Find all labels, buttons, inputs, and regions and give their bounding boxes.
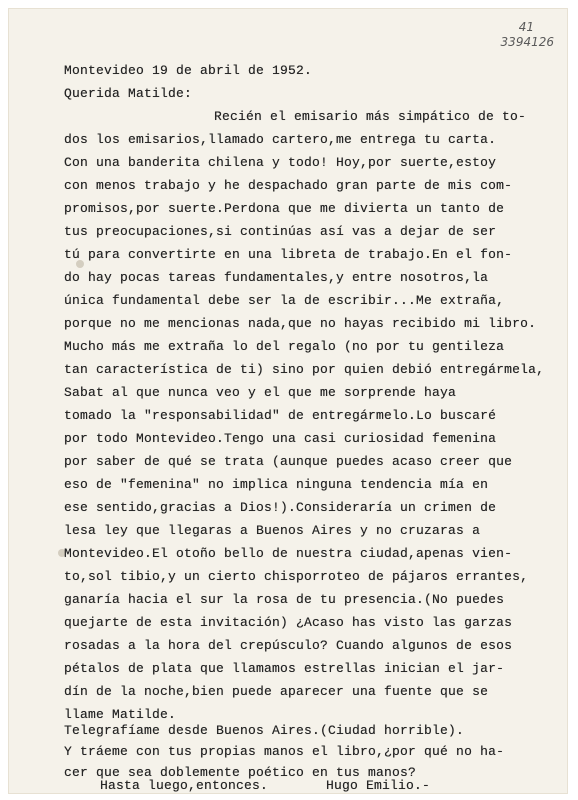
letter-signature: Hugo Emilio.-: [326, 778, 431, 793]
letter-line: quejarte de esta invitación) ¿Acaso has visto las garzas: [64, 615, 513, 630]
letter-postscript-line: Y tráeme con tus propias manos el libro,¿por qué no ha-: [64, 744, 505, 759]
letter-line: pétalos de plata que llamamos estrellas inician el jar-: [64, 661, 505, 676]
archive-number: 3394126: [500, 35, 554, 49]
letter-line: porque no me mencionas nada,que no hayas recibido mi libro.: [64, 316, 537, 331]
letter-line: Mucho más me extraña lo del regalo (no por tu gentileza: [64, 339, 505, 354]
archive-reference: [501, 20, 554, 50]
letter-line: por saber de qué se trata (aunque puedes acaso creer que: [64, 454, 513, 469]
letter-page: [8, 8, 568, 794]
letter-line: tus preocupaciones,si continúas así vas a dejar de ser: [64, 224, 497, 239]
letter-line: llame Matilde.: [64, 707, 177, 722]
letter-line: promisos,por suerte.Perdona que me divierta un tanto de: [64, 201, 505, 216]
letter-line: do hay pocas tareas fundamentales,y entre nosotros,la: [64, 270, 489, 285]
letter-line: ganaría hacia el sur la rosa de tu presencia.(No puedes: [64, 592, 505, 607]
letter-line: dos los emisarios,llamado cartero,me entrega tu carta.: [64, 132, 497, 147]
letter-closing: Hasta luego,entonces.: [100, 778, 269, 793]
letter-salutation: Querida Matilde:: [64, 86, 193, 101]
letter-postscript-line: cer que sea doblemente poético en tus manos?: [64, 765, 417, 780]
letter-line: con menos trabajo y he despachado gran parte de mis com-: [64, 178, 513, 193]
letter-line: Recién el emisario más simpático de to-: [214, 109, 527, 124]
letter-line: to,sol tibio,y un cierto chisporroteo de pájaros errantes,: [64, 569, 529, 584]
letter-line: por todo Montevideo.Tengo una casi curiosidad femenina: [64, 431, 497, 446]
letter-line: eso de "femenina" no implica ninguna tendencia mía en: [64, 477, 489, 492]
letter-line: dín de la noche,bien puede aparecer una fuente que se: [64, 684, 489, 699]
letter-line: tan característica de ti) sino por quien debió entregármela,: [64, 362, 545, 377]
letter-line: tú para convertirte en una libreta de trabajo.En el fon-: [64, 247, 513, 262]
letter-line: Sabat al que nunca veo y el que me sorprende haya: [64, 385, 457, 400]
letter-line: Montevideo.El otoño bello de nuestra ciudad,apenas vien-: [64, 546, 513, 561]
letter-line: tomado la "responsabilidad" de entregármelo.Lo buscaré: [64, 408, 497, 423]
letter-line: Con una banderita chilena y todo! Hoy,por suerte,estoy: [64, 155, 497, 170]
letter-line: única fundamental debe ser la de escribir...Me extraña,: [64, 293, 505, 308]
letter-postscript-line: Telegrafíame desde Buenos Aires.(Ciudad horrible).: [64, 723, 465, 738]
letter-line: lesa ley que llegaras a Buenos Aires y no cruzaras a: [64, 523, 481, 538]
letter-line: ese sentido,gracias a Dios!).Consideraría un crimen de: [64, 500, 497, 515]
folio-number: 41: [518, 20, 534, 34]
letter-date: Montevideo 19 de abril de 1952.: [64, 63, 313, 78]
letter-line: rosadas a la hora del crepúsculo? Cuando algunos de esos: [64, 638, 513, 653]
